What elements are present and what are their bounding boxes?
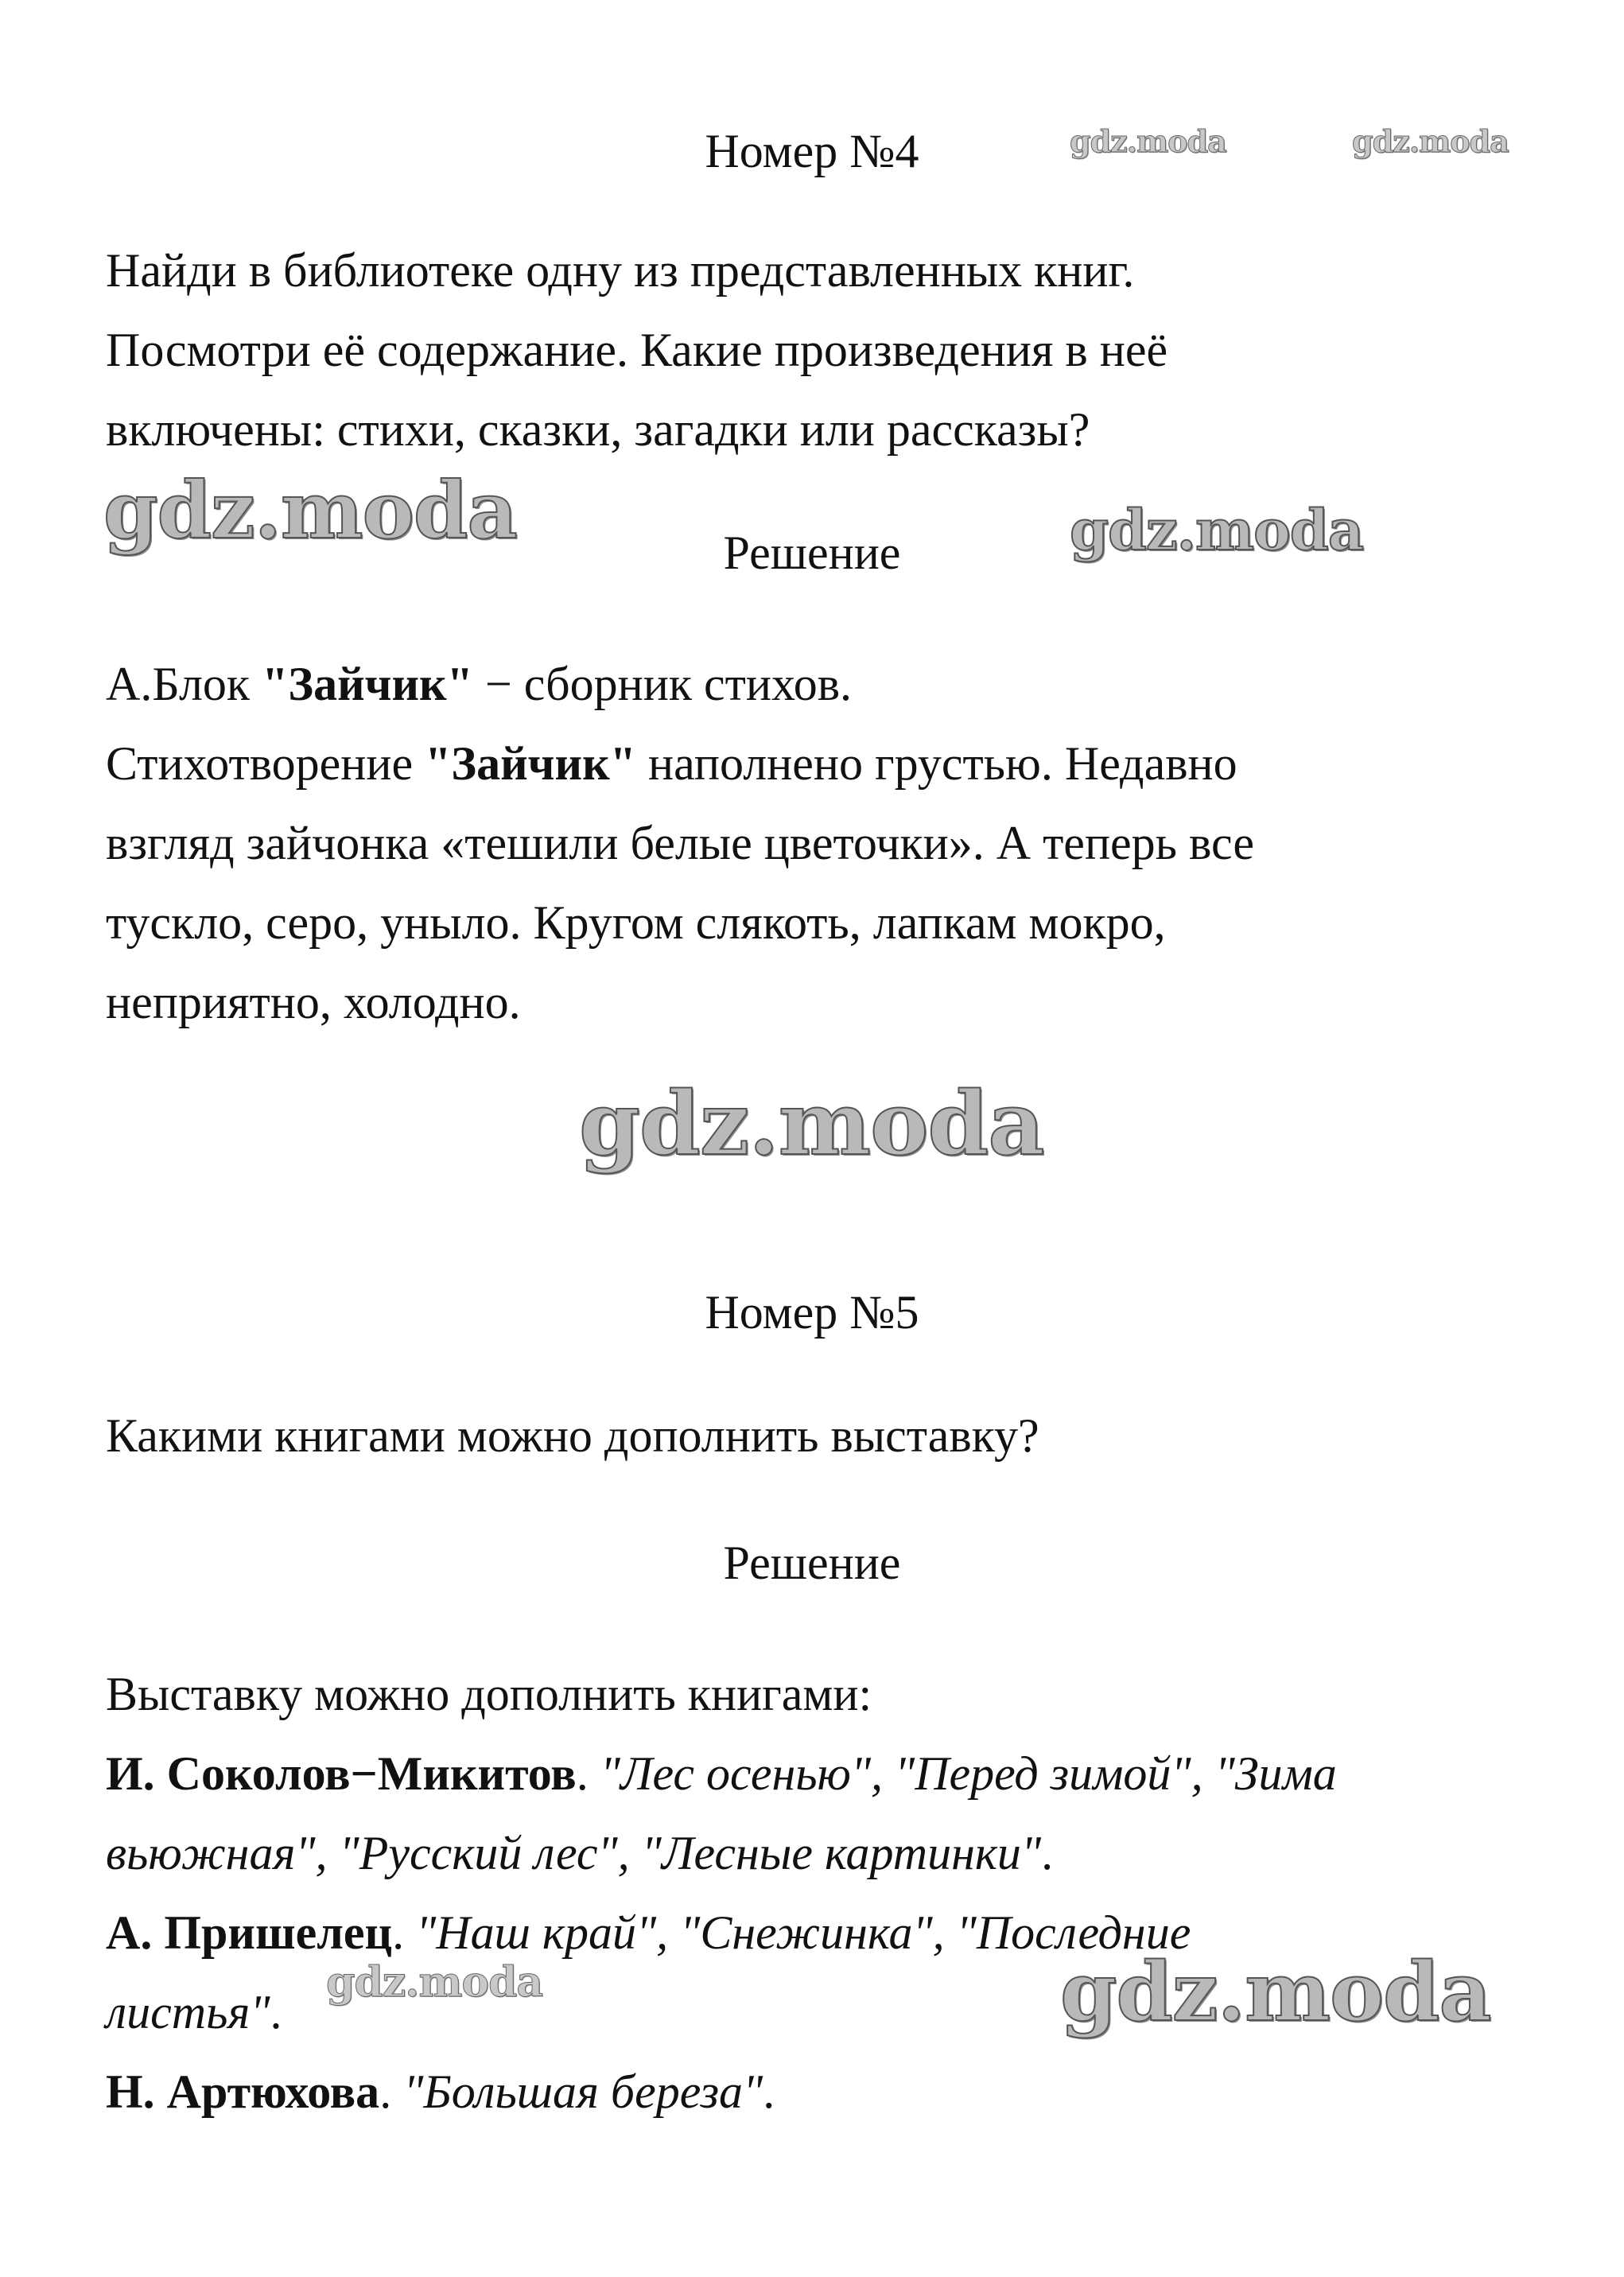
task5-question: Какими книгами можно дополнить выставку? <box>106 1409 1039 1462</box>
watermark: gdz.moda <box>326 1958 543 2007</box>
watermark: gdz.moda <box>103 465 517 557</box>
watermark: gdz.moda <box>579 1072 1044 1175</box>
task4-answer-line-3: взгляд зайчонка «тешили белые цветочки». А теперь все <box>106 817 1255 869</box>
task4-answer-line-1: А.Блок "Зайчик" − сборник стихов. <box>106 658 853 710</box>
book-entry-prishelets-line-1: А. Пришелец. "Наш край", "Снежинка", "Последние <box>106 1906 1191 1959</box>
watermark: gdz.moda <box>1070 123 1226 159</box>
book-titles: "Наш край", "Снежинка", "Последние <box>416 1906 1191 1959</box>
task4-solution-heading: Решение <box>723 527 901 579</box>
watermark: gdz.moda <box>1060 1945 1491 2040</box>
task4-answer-line-2: Стихотворение "Зайчик" наполнено грустью. Недавно <box>106 737 1237 790</box>
poem-title-bold: "Зайчик" <box>425 737 636 790</box>
task4-question-line-1: Найди в библиотеке одну из представленных книг. <box>106 244 1135 297</box>
task5-intro: Выставку можно дополнить книгами: <box>106 1668 872 1720</box>
book-entry-sokolov-line-2: вьюжная", "Русский лес", "Лесные картинки". <box>106 1827 1054 1879</box>
task4-answer-line-4: тускло, серо, уныло. Кругом слякоть, лапкам мокро, <box>106 896 1166 949</box>
book-entry-sokolov-line-1: И. Соколов−Микитов. "Лес осенью", "Перед зимой", "Зима <box>106 1747 1337 1800</box>
book-titles: "Большая береза" <box>403 2065 763 2118</box>
author-name: И. Соколов−Микитов <box>106 1747 577 1800</box>
task5-heading: Номер №5 <box>705 1286 919 1339</box>
book-titles: вьюжная", "Русский лес", "Лесные картинки" <box>106 1827 1042 1879</box>
book-titles: листья" <box>106 1986 270 2038</box>
author-name: А. Пришелец <box>106 1906 393 1959</box>
watermark: gdz.moda <box>1352 123 1509 159</box>
task5-solution-heading: Решение <box>723 1537 901 1589</box>
task4-heading: Номер №4 <box>705 125 919 177</box>
task4-question-line-2: Посмотри её содержание. Какие произведения в неё <box>106 324 1168 376</box>
book-titles: "Лес осенью", "Перед зимой", "Зима <box>600 1747 1337 1800</box>
book-entry-artyukhova: Н. Артюхова. "Большая береза". <box>106 2065 775 2118</box>
watermark: gdz.moda <box>1070 497 1364 563</box>
task4-question-line-3: включены: стихи, сказки, загадки или рассказы? <box>106 403 1090 456</box>
book-entry-prishelets-line-2: листья". <box>106 1986 282 2038</box>
poem-title-bold: "Зайчик" <box>262 658 473 710</box>
author-name: Н. Артюхова <box>106 2065 380 2118</box>
task4-answer-line-5: неприятно, холодно. <box>106 976 521 1028</box>
